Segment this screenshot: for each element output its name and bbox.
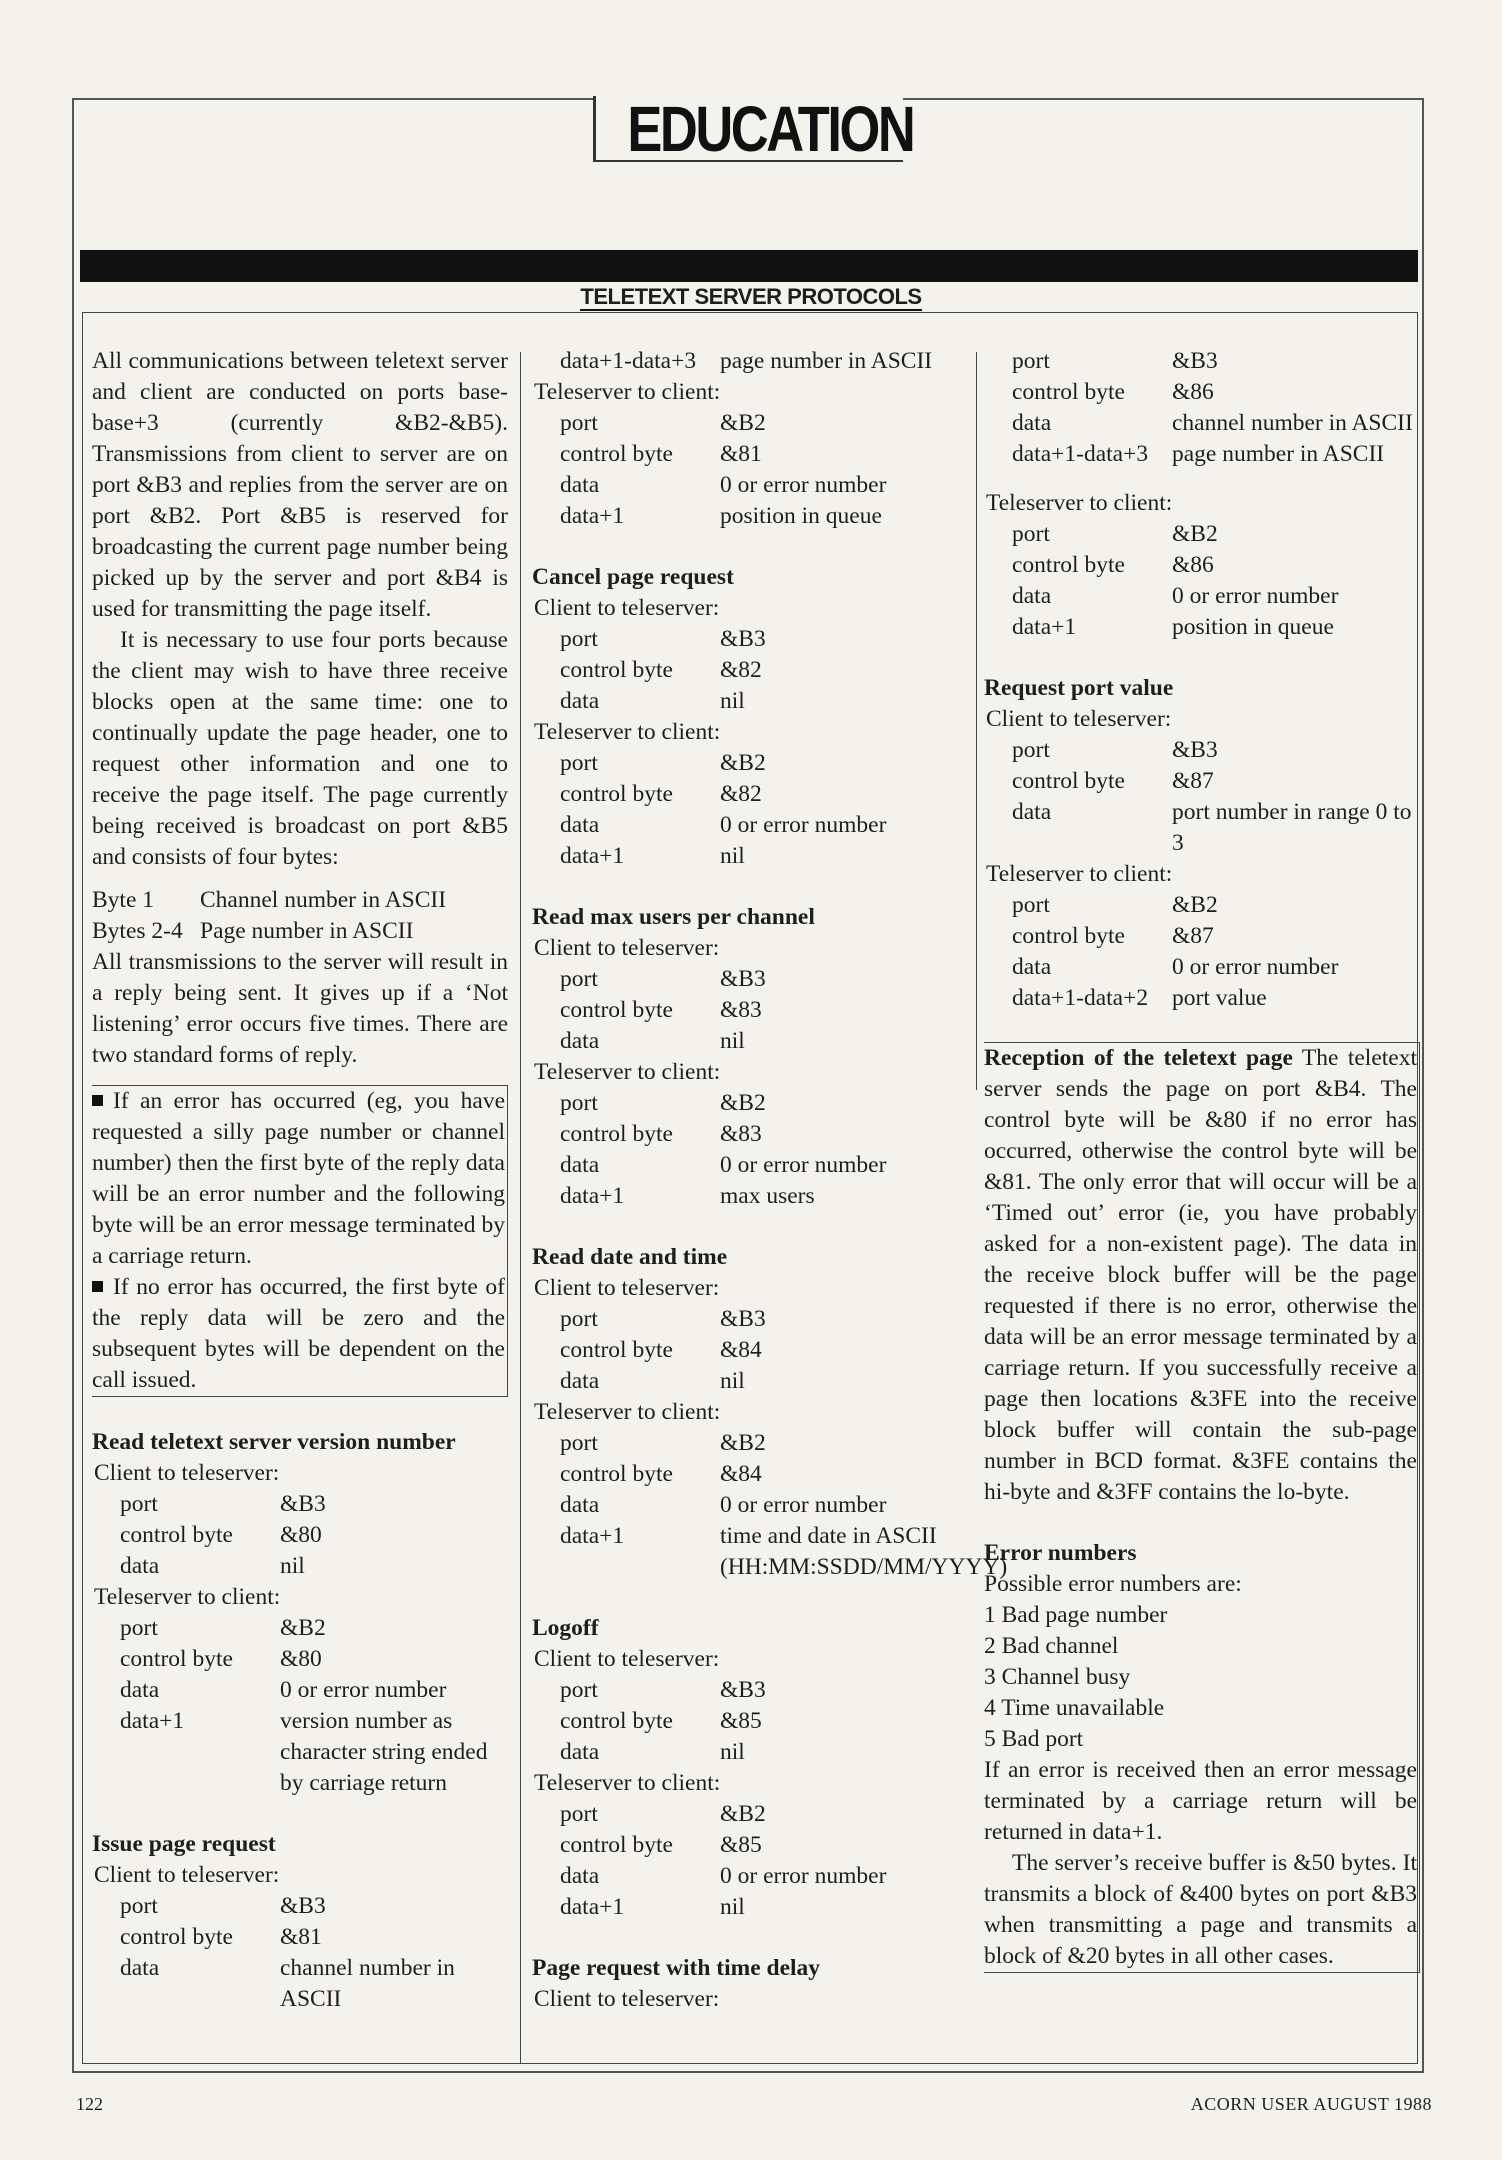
param-row: data nil: [560, 688, 745, 714]
param-row: port &B2: [560, 1801, 766, 1827]
param-row: data+1-data+3 page number in ASCII: [560, 348, 933, 374]
direction-label: Client to teleserver:: [534, 1646, 720, 1672]
param-row: data nil: [560, 1028, 745, 1054]
param-row: control byte &86: [1012, 379, 1214, 405]
param-row: port &B2: [120, 1615, 326, 1641]
issue-line: ACORN USER AUGUST 1988: [1190, 2094, 1432, 2114]
bullet-square-icon: [92, 1281, 103, 1292]
param-row: control byte &82: [560, 781, 762, 807]
param-row: port &B3: [1012, 348, 1218, 374]
heading-version: Read teletext server version number: [92, 1429, 456, 1455]
heading-issue: Issue page request: [92, 1831, 276, 1857]
param-row: port &B2: [560, 750, 766, 776]
param-row: control byte &80: [120, 1522, 322, 1548]
heading-errors: Error numbers: [984, 1540, 1137, 1566]
errors-after: If an error is received then an error message terminated by a carriage return will be returned in data+1.: [984, 1757, 1417, 1845]
heading-maxusers: Read max users per channel: [532, 904, 815, 930]
direction-label: Client to teleserver:: [534, 595, 720, 621]
article-subtitle-wrap: [0, 284, 1502, 310]
errors-intro: Possible error numbers are:: [984, 1571, 1242, 1597]
column-3: [984, 346, 1420, 1973]
param-row: data+1-data+2 port value: [1012, 985, 1267, 1011]
param-row: port &B2: [1012, 521, 1218, 547]
column-rule-1: [520, 352, 521, 2064]
section-title: EDUCATION: [627, 93, 914, 165]
byte-line: Bytes 2-4 Page number in ASCII: [92, 918, 414, 944]
byte-list: [92, 885, 508, 947]
intro-paragraph-1: All communications between teletext server and client are conducted on ports base-base+3 (currently &B2-&B5). Transmissions from client to server are on port &B3 and replies from the server are on port &B2. Port &B5 is reserved for broadcasting the current page number being picked up by the server and port &B4 is used for transmitting the page itself.: [92, 348, 508, 622]
param-row: port &B3: [560, 626, 766, 652]
section-masthead: [593, 93, 914, 165]
param-row: data 0 or error number: [560, 1492, 887, 1518]
reception-box: [984, 1042, 1420, 1973]
param-row: data 0 or error number: [560, 1863, 887, 1889]
param-row: data 0 or error number: [560, 472, 887, 498]
bullet-no-error: If no error has occurred, the first byte of the reply data will be zero and the subsequent bytes will be dependent on the call issued.: [92, 1274, 505, 1393]
param-row: port &B2: [560, 1090, 766, 1116]
param-row: control byte &83: [560, 997, 762, 1023]
param-row: port &B3: [1012, 737, 1218, 763]
param-row: control byte &86: [1012, 552, 1214, 578]
param-row: data 0 or error number: [560, 812, 887, 838]
error-item: 3 Channel busy: [984, 1664, 1131, 1690]
heading-logoff: Logoff: [532, 1615, 599, 1641]
heading-delay: Page request with time delay: [532, 1955, 821, 1981]
bullet-error: If an error has occurred (eg, you have requested a silly page number or channel number) then the first byte of the reply data will be an error number and the following byte will be an error message terminated by a carriage return.: [92, 1088, 505, 1269]
direction-label: Teleserver to client:: [534, 719, 721, 745]
param-row: control byte &87: [1012, 768, 1214, 794]
direction-label: Client to teleserver:: [94, 1460, 280, 1486]
param-row: port &B3: [120, 1893, 326, 1919]
param-row: port &B2: [1012, 892, 1218, 918]
param-row: data port number in range 0 to 3: [1012, 799, 1412, 856]
param-row: control byte &81: [120, 1924, 322, 1950]
bullet-box: [92, 1085, 508, 1397]
param-row: port &B2: [560, 410, 766, 436]
param-row: port &B2: [560, 1430, 766, 1456]
reception-paragraph: Reception of the teletext page The teletext server sends the page on port &B4. The control byte will be &80 if no error has occurred, otherwise the control byte will be &81. The only error that will occur will be a ‘Timed out’ error (ie, you have probably asked for a non-existent page). The data in the receive block buffer will be the page requested if there is no error, otherwise the data will be an error message terminated by a carriage return. If you successfully receive a page then locations &3FE into the receive block buffer will contain the sub-page number in BCD format. &3FE contains the hi-byte and &3FF contains the lo-byte.: [984, 1045, 1417, 1505]
direction-label: Teleserver to client:: [94, 1584, 281, 1610]
param-row: data+1 time and date in ASCII (HH:MM:SSDD/MM/YYYY): [560, 1523, 1008, 1580]
direction-label: Teleserver to client:: [986, 490, 1173, 516]
param-row: control byte &85: [560, 1708, 762, 1734]
intro-paragraph-2: It is necessary to use four ports because the client may wish to have three receive blocks open at the same time: one to continually update the page header, one to request other information and one to receive the page itself. The page currently being received is broadcast on port &B5 and consists of four bytes:: [92, 627, 508, 870]
param-row: data+1 version number as character string ended by carriage return: [120, 1708, 488, 1796]
param-row: port &B3: [560, 1306, 766, 1332]
error-item: 4 Time unavailable: [984, 1695, 1165, 1721]
param-row: data 0 or error number: [1012, 954, 1339, 980]
param-row: control byte &83: [560, 1121, 762, 1147]
direction-label: Client to teleserver:: [534, 935, 720, 961]
param-row: data+1-data+3 page number in ASCII: [1012, 441, 1385, 467]
param-row: data+1 nil: [560, 1894, 745, 1920]
byte-line: Byte 1 Channel number in ASCII: [92, 887, 447, 913]
param-row: port &B3: [560, 966, 766, 992]
direction-label: Teleserver to client:: [534, 1399, 721, 1425]
param-row: data 0 or error number: [560, 1152, 887, 1178]
column-1: [92, 346, 508, 2015]
direction-label: Client to teleserver:: [534, 1986, 720, 2012]
heading-port-value: Request port value: [984, 675, 1174, 701]
param-row: data channel number in ASCII: [1012, 410, 1413, 436]
param-row: port &B3: [120, 1491, 326, 1517]
param-row: data nil: [560, 1739, 745, 1765]
direction-label: Teleserver to client:: [986, 861, 1173, 887]
direction-label: Client to teleserver:: [94, 1862, 280, 1888]
heading-reception: Reception of the teletext page: [984, 1045, 1293, 1071]
error-item: 1 Bad page number: [984, 1602, 1168, 1628]
param-row: port &B3: [560, 1677, 766, 1703]
param-row: data 0 or error number: [120, 1677, 447, 1703]
param-row: data+1 position in queue: [1012, 614, 1334, 640]
param-row: data+1 position in queue: [560, 503, 882, 529]
heading-cancel: Cancel page request: [532, 564, 734, 590]
column-rule-2: [976, 352, 977, 1090]
column-2: [532, 346, 1008, 2015]
page-number: 122: [76, 2094, 103, 2114]
direction-label: Teleserver to client:: [534, 379, 721, 405]
param-row: data nil: [120, 1553, 305, 1579]
error-item: 5 Bad port: [984, 1726, 1084, 1752]
param-row: control byte &82: [560, 657, 762, 683]
header-rule: [80, 250, 1418, 282]
heading-datetime: Read date and time: [532, 1244, 728, 1270]
param-row: data+1 max users: [560, 1183, 815, 1209]
param-row: control byte &80: [120, 1646, 322, 1672]
param-row: data nil: [560, 1368, 745, 1394]
param-row: control byte &85: [560, 1832, 762, 1858]
param-row: control byte &84: [560, 1337, 762, 1363]
param-row: control byte &84: [560, 1461, 762, 1487]
direction-label: Teleserver to client:: [534, 1770, 721, 1796]
param-row: control byte &81: [560, 441, 762, 467]
direction-label: Teleserver to client:: [534, 1059, 721, 1085]
param-row: control byte &87: [1012, 923, 1214, 949]
param-row: data channel number in ASCII: [120, 1955, 455, 2012]
direction-label: Client to teleserver:: [986, 706, 1172, 732]
intro-paragraph-3: All transmissions to the server will result in a reply being sent. It gives up if a ‘Not listening’ error occurs five times. There are two standard forms of reply.: [92, 949, 508, 1068]
direction-label: Client to teleserver:: [534, 1275, 720, 1301]
param-row: data 0 or error number: [1012, 583, 1339, 609]
error-item: 2 Bad channel: [984, 1633, 1119, 1659]
param-row: data+1 nil: [560, 843, 745, 869]
buffer-paragraph: The server’s receive buffer is &50 bytes. It transmits a block of &400 bytes on port &B3 when transmitting a page and transmits a block of &20 bytes in all other cases.: [984, 1850, 1417, 1969]
article-subtitle: TELETEXT SERVER PROTOCOLS: [580, 284, 922, 309]
bullet-square-icon: [92, 1095, 103, 1106]
